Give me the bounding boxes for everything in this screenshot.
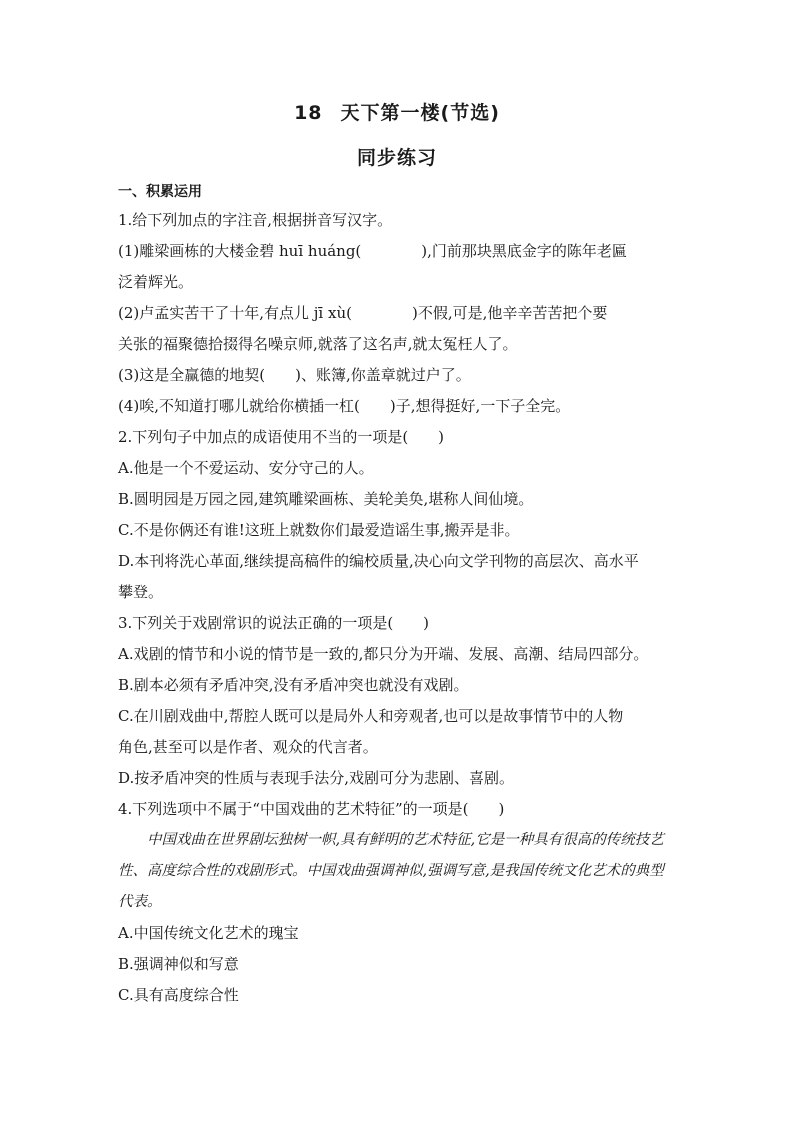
q2-option-d-line2: 攀登。 [118,583,164,601]
q1-item4: (4)唉,不知道打哪儿就给你横插一杠( )子,想得挺好,一下子全完。 [118,397,571,415]
q4-option-b: B.强调神似和写意 [118,955,239,973]
q4-stem: 4.下列选项中不属于“中国戏曲的艺术特征”的一项是( ) [118,800,505,818]
q3-option-d: D.按矛盾冲突的性质与表现手法分,戏剧可分为悲剧、喜剧。 [118,769,515,787]
q1-item2-line1: (2)卢孟实苦干了十年,有点儿 jī xù( )不假,可是,他辛辛苦苦把个要 [118,304,608,322]
q4-option-a: A.中国传统文化艺术的瑰宝 [118,924,299,942]
q1-item1-line1: (1)雕梁画栋的大楼金碧 huī huáng( ),门前那块黑底金字的陈年老匾 [118,242,627,260]
q2-option-c: C.不是你俩还有谁!这班上就数你们最爱造谣生事,搬弄是非。 [118,521,520,539]
q1-item3: (3)这是全赢德的地契( )、账簿,你盖章就过户了。 [118,366,471,384]
q1-item1-line2: 泛着辉光。 [118,273,194,291]
q4-passage: 中国戏曲在世界剧坛独树一帜,具有鲜明的艺术特征,它是一种具有很高的传统技艺性、高度综合性的戏剧形式。中国戏曲强调神似,强调写意,是我国传统文化艺术的典型代表。 [118,832,664,910]
q3-option-c-line1: C.在川剧戏曲中,帮腔人既可以是局外人和旁观者,也可以是故事情节中的人物 [118,707,624,725]
q2-option-a: A.他是一个不爱运动、安分守己的人。 [118,459,374,477]
q3-option-a: A.戏剧的情节和小说的情节是一致的,都只分为开端、发展、高潮、结局四部分。 [118,645,649,663]
question-list [118,205,678,1011]
q2-stem: 2.下列句子中加点的成语使用不当的一项是( ) [118,428,445,446]
q4-option-c: C.具有高度综合性 [118,986,239,1004]
section-title: 一、积累运用 [118,184,202,200]
lesson-title: 天下第一楼(节选) [340,102,500,124]
q3-stem: 3.下列关于戏剧常识的说法正确的一项是( ) [118,614,430,632]
q2-option-d-line1: D.本刊将洗心革面,继续提高稿件的编校质量,决心向文学刊物的高层次、高水平 [118,552,639,570]
lesson-number: 18 [294,102,323,124]
page-subtitle: 同步练习 [356,147,437,169]
q2-option-b: B.圆明园是万园之园,建筑雕梁画栋、美轮美奂,堪称人间仙境。 [118,490,534,508]
q3-option-b: B.剧本必须有矛盾冲突,没有矛盾冲突也就没有戏剧。 [118,676,469,694]
q1-item2-line2: 关张的福聚德拾掇得名噪京师,就落了这名声,就太冤枉人了。 [118,335,518,353]
page-title [0,98,794,125]
q3-option-c-line2: 角色,甚至可以是作者、观众的代言者。 [118,738,378,756]
q1-stem: 1.给下列加点的字注音,根据拼音写汉字。 [118,211,393,229]
